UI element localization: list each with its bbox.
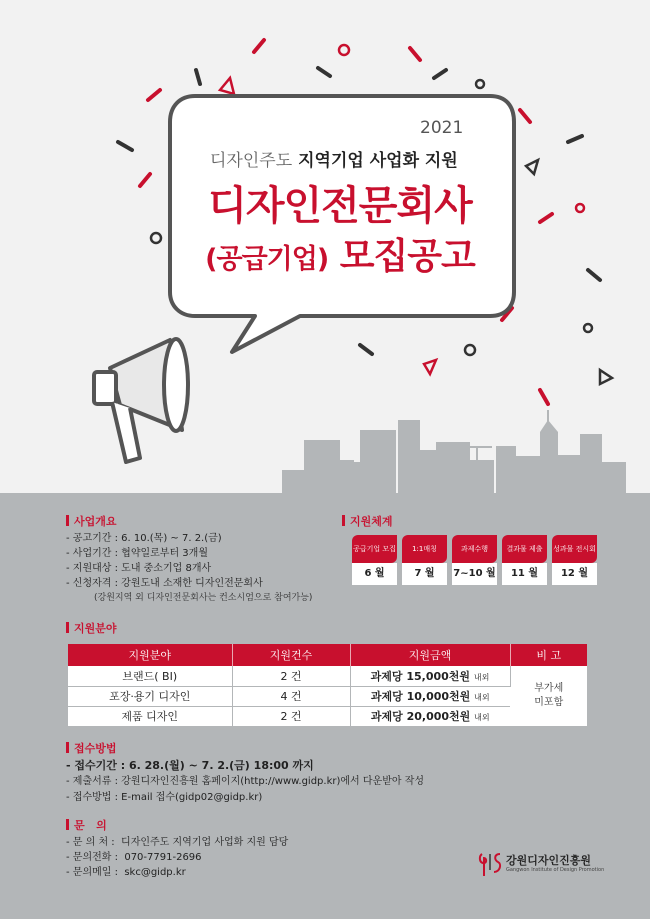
overview-item: - 신청자격 : 강원도내 소재한 디자인전문회사 [66,578,263,589]
logo-name: 강원디자인진흥원 [506,854,592,867]
overview-heading-text: 사업개요 [74,515,117,528]
amount-cell [350,686,510,706]
table-row [68,686,587,706]
title-rest: 모집공고 [339,236,475,277]
title-paren: (공급기업) [205,244,329,275]
heading-bar-icon [66,742,69,753]
fields-heading [66,620,117,636]
step-label: 성과물 전시회 [552,535,597,563]
schedule-step [552,535,597,585]
contact-list [66,835,288,880]
submission-method: - 접수방법 : E-mail 접수(gidp02@gidp.kr) [66,792,263,803]
schedule-step [352,535,397,585]
overview-item: - 공고기간 : 6. 10.(목) ~ 7. 2.(금) [66,533,222,544]
remark-cell [510,666,587,726]
step-month: 7~10 월 [452,563,497,585]
contact-office: - 문 의 처 : 디자인주도 지역기업 사업화 지원 담당 [66,837,289,848]
field-cell: 제품 디자인 [68,706,232,726]
amount-value: 과제당 10,000천원 [370,690,471,703]
schedule-step [452,535,497,585]
system-heading-text: 지원체계 [350,515,393,528]
step-month: 11 월 [502,563,547,585]
overview-list [66,531,312,606]
step-month: 7 월 [402,563,447,585]
column-header: 지원금액 [350,644,510,666]
contact-heading [66,817,107,833]
heading-bar-icon [66,515,69,526]
amount-value: 과제당 20,000천원 [370,710,471,723]
program-subtitle [210,146,458,171]
system-heading [342,513,393,529]
schedule-step [502,535,547,585]
main-title-line1: 디자인전문회사 [208,183,472,229]
count-cell: 2 건 [232,706,350,726]
amount-cell [350,706,510,726]
count-cell: 2 건 [232,666,350,686]
logo-english: Gangwon Institute of Design Promotion [506,867,605,873]
schedule-steps [342,535,602,585]
contact-phone: - 문의전화 : 070-7791-2696 [66,852,202,863]
table-row [68,706,587,726]
megaphone-icon [94,339,188,462]
submission-heading [66,740,117,756]
submission-list [66,758,424,806]
submission-documents: - 제출서류 : 강원디자인진흥원 홈페이지(http://www.gidp.kr)에서 다운받아 작성 [66,776,425,787]
remark-line: 미포함 [534,696,564,708]
column-header: 지원분야 [68,644,232,666]
field-cell: 브랜드( BI) [68,666,232,686]
field-cell: 포장·용기 디자인 [68,686,232,706]
contact-heading-text: 문 의 [74,819,107,832]
heading-bar-icon [66,819,69,830]
overview-heading [66,513,117,529]
amount-cell [350,666,510,686]
submission-period: - 접수기간 : 6. 28.(월) ~ 7. 2.(금) 18:00 까지 [66,759,314,772]
overview-item: - 사업기간 : 협약일로부터 3개월 [66,548,208,559]
table-header-row [68,644,587,666]
heading-bar-icon [342,515,345,526]
schedule-step [402,535,447,585]
step-label: 1:1매칭 [402,535,447,563]
submission-heading-text: 접수방법 [74,742,117,755]
step-month: 12 월 [552,563,597,585]
year-label: 2021 [420,118,464,138]
subtitle-dark: 지역기업 사업화 지원 [298,151,458,171]
amount-suffix: 내외 [474,713,490,722]
step-month: 6 월 [352,563,397,585]
heading-bar-icon [66,622,69,633]
step-label: 과제수행 [452,535,497,563]
subtitle-light: 디자인주도 [210,151,293,171]
remark-line: 부가세 [534,682,564,694]
gidp-logo-icon [478,850,504,878]
table-row [68,666,587,686]
column-header: 비 고 [510,644,587,666]
overview-item: - 지원대상 : 도내 중소기업 8개사 [66,563,212,574]
amount-value: 과제당 15,000천원 [370,669,471,683]
support-table [68,644,587,727]
step-label: 결과물 제출 [502,535,547,563]
column-header: 지원건수 [232,644,350,666]
amount-suffix: 내외 [473,672,490,682]
count-cell: 4 건 [232,686,350,706]
fields-heading-text: 지원분야 [74,622,117,635]
city-skyline-icon [282,410,626,493]
gidp-logo [478,850,618,878]
main-title-line2 [170,228,510,279]
amount-suffix: 내외 [474,693,490,702]
overview-note: (강원지역 외 디자인전문회사는 컨소시엄으로 참여가능) [94,593,313,603]
step-label: 공급기업 모집 [352,535,397,563]
contact-email: - 문의메일 : skc@gidp.kr [66,867,186,878]
